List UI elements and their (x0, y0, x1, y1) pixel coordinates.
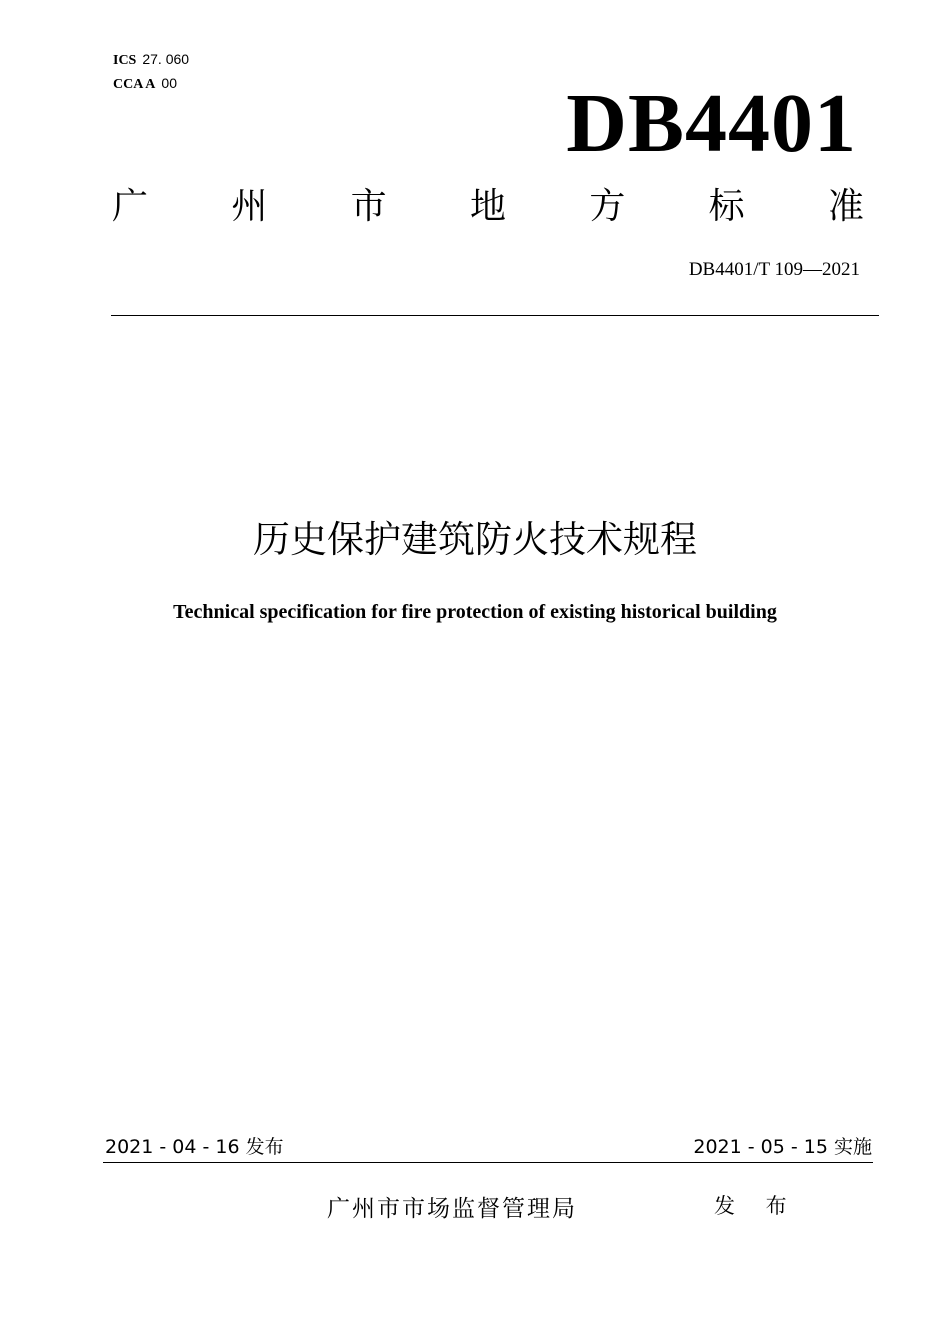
implementation-date: 2021 - 05 - 15 实施 (693, 1136, 872, 1158)
issuer-name: 广州市市场监督管理局 (327, 1196, 577, 1222)
footer-divider (103, 1162, 873, 1163)
standard-number: DB4401/T 109—2021 (688, 259, 860, 280)
standard-type-char: 州 (231, 186, 268, 227)
standard-type-char: 地 (469, 186, 506, 227)
issue-date: 2021 - 04 - 16 发布 (105, 1136, 284, 1158)
issuer-verb: 发 布 (714, 1194, 799, 1218)
cca-label: CCA A (113, 77, 156, 92)
standard-type-char: 标 (708, 186, 745, 227)
db-mark: DB4401 (566, 77, 857, 170)
standard-type-char: 广 (112, 186, 149, 227)
title-chinese: 历史保护建筑防火技术规程 (253, 518, 697, 561)
cca-value: 00 (161, 75, 177, 91)
title-english: Technical specification for fire protection of existing historical building (173, 601, 777, 623)
header-divider (111, 315, 879, 316)
ics-value: 27. 060 (142, 51, 190, 67)
cca-code (113, 74, 177, 94)
ics-label: ICS (113, 53, 137, 68)
standard-type-char: 准 (827, 186, 864, 227)
standard-type-char: 市 (350, 186, 387, 227)
ics-code (113, 50, 189, 70)
standard-type-char: 方 (589, 186, 626, 227)
standard-type (112, 182, 864, 232)
